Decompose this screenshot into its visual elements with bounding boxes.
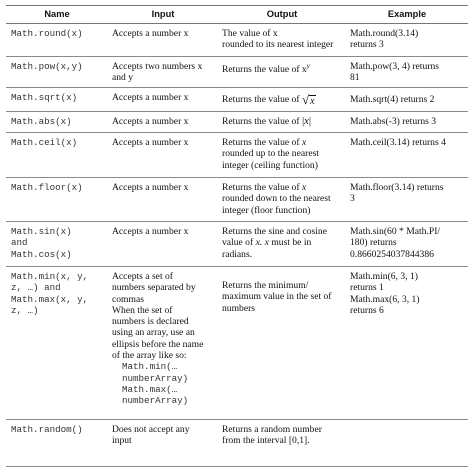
input-cell <box>108 420 218 467</box>
output-line <box>222 182 342 193</box>
output-text: Returns the value of x <box>222 64 307 75</box>
example-line: Math.max(6, 3, 1) <box>350 293 420 305</box>
input-text: Accepts two numbers x <box>112 61 203 72</box>
abs-bar-right: | <box>308 115 312 127</box>
input-text: Does not accept any <box>112 424 190 435</box>
input-text: using an array, use an <box>112 327 195 339</box>
output-line: from the interval [0,1]. <box>222 435 310 447</box>
abs-bar-left: | <box>301 115 305 127</box>
output-variable: x <box>264 237 269 249</box>
sqrt-symbol <box>302 94 316 107</box>
input-cell <box>108 88 218 112</box>
input-text: numbers is declared <box>112 316 189 328</box>
method-name: Math.sqrt(x) <box>11 92 78 103</box>
output-line: integer (ceiling function) <box>222 159 318 171</box>
output-line <box>222 137 342 148</box>
input-code-line: numberArray) <box>122 395 189 407</box>
output-line <box>222 94 342 107</box>
input-text: and y <box>112 72 134 84</box>
input-code-line: Math.max(… <box>122 383 178 395</box>
method-name: and <box>11 237 28 249</box>
input-text: Accepts a number x <box>112 28 189 39</box>
name-cell <box>6 24 108 57</box>
method-name: Math.cos(x) <box>11 248 72 260</box>
input-cell <box>108 178 218 222</box>
header-row <box>6 6 468 24</box>
radical-sign: √ <box>301 92 310 107</box>
table-row-abs <box>6 112 468 133</box>
method-name: Math.pow(x,y) <box>11 61 83 72</box>
output-cell <box>218 420 346 467</box>
output-text: Returns the value of <box>222 137 300 148</box>
output-text: Returns the value of <box>222 116 300 127</box>
output-line: Returns a random number <box>222 424 322 435</box>
table-header <box>6 6 468 24</box>
example-line: returns 1 <box>350 282 384 294</box>
name-cell <box>6 420 108 467</box>
output-line <box>222 116 342 127</box>
input-text: ellipsis before the name <box>112 338 204 350</box>
output-line: radians. <box>222 248 253 260</box>
method-name: z, …) and <box>11 282 61 294</box>
example-line: Math.min(6, 3, 1) <box>350 271 418 282</box>
input-cell <box>108 267 218 420</box>
example-cell <box>346 222 468 267</box>
example-line: 180) returns <box>350 237 397 249</box>
example-cell <box>346 178 468 222</box>
input-cell <box>108 57 218 88</box>
output-line: Returns the minimum/ <box>222 280 309 291</box>
example-cell <box>346 57 468 88</box>
name-cell <box>6 133 108 178</box>
math-methods-table <box>6 5 468 467</box>
table-row-sqrt <box>6 88 468 112</box>
method-name: Math.min(x, y, <box>11 271 89 282</box>
abs-variable: x <box>304 116 309 127</box>
method-name: Math.abs(x) <box>11 116 72 127</box>
output-text: value of <box>222 237 254 249</box>
example-line: Math.pow(3, 4) returns <box>350 61 439 72</box>
table-row-random <box>6 420 468 467</box>
input-text: Accepts a number x <box>112 182 189 193</box>
header-example: Example <box>346 6 468 24</box>
table-row-ceil <box>6 133 468 178</box>
name-cell <box>6 222 108 267</box>
input-text: Accepts a number x <box>112 226 189 237</box>
output-line: rounded to its nearest integer <box>222 39 334 51</box>
name-cell <box>6 178 108 222</box>
input-text: Accepts a number x <box>112 137 189 148</box>
output-line: numbers <box>222 302 256 314</box>
name-cell <box>6 267 108 420</box>
output-line: Returns the sine and cosine <box>222 226 327 237</box>
example-line: returns 3 <box>350 39 384 51</box>
method-name: Math.ceil(x) <box>11 137 78 148</box>
input-text: When the set of <box>112 304 173 316</box>
example-line: Math.sqrt(4) returns 2 <box>350 94 435 105</box>
header-name: Name <box>6 6 108 24</box>
example-line: Math.sin(60 * Math.PI/ <box>350 226 441 237</box>
output-variable: x <box>301 182 307 193</box>
input-cell <box>108 222 218 267</box>
output-line <box>222 61 342 75</box>
input-code-line: Math.min(… <box>122 361 178 373</box>
table-row-minmax <box>6 267 468 420</box>
output-cell <box>218 178 346 222</box>
example-line: Math.ceil(3.14) returns 4 <box>350 137 446 148</box>
output-cell <box>218 57 346 88</box>
input-text: numbers separated by <box>112 282 196 294</box>
output-text: Returns the value of <box>222 182 300 193</box>
example-cell <box>346 88 468 112</box>
method-name: Math.sin(x) <box>11 226 72 237</box>
header-output: Output <box>218 6 346 24</box>
output-cell <box>218 24 346 57</box>
output-cell <box>218 133 346 178</box>
input-text: Accepts a number x <box>112 116 189 127</box>
example-line: 3 <box>350 193 355 205</box>
name-cell <box>6 88 108 112</box>
method-name: Math.max(x, y, <box>11 293 89 305</box>
output-line <box>222 237 342 248</box>
input-text: Accepts a set of <box>112 271 174 282</box>
input-text: of the array like so: <box>112 350 187 362</box>
example-line: Math.abs(-3) returns 3 <box>350 116 437 127</box>
input-code-line: numberArray) <box>122 372 189 384</box>
input-text: input <box>112 435 132 447</box>
output-line: rounded up to the nearest <box>222 148 319 160</box>
example-line: returns 6 <box>350 304 384 316</box>
table-row-pow <box>6 57 468 88</box>
method-name: Math.round(x) <box>11 28 83 39</box>
table-row-sincos <box>6 222 468 267</box>
method-name: Math.random() <box>11 424 83 435</box>
example-line: Math.round(3.14) <box>350 28 419 39</box>
example-cell <box>346 420 468 467</box>
output-variable: x. <box>255 237 263 249</box>
output-cell <box>218 88 346 112</box>
table-row-floor <box>6 178 468 222</box>
output-line: integer (floor function) <box>222 204 311 216</box>
input-cell <box>108 112 218 133</box>
method-name: z, …) <box>11 304 39 316</box>
output-line: The value of x <box>222 28 278 39</box>
example-cell <box>346 133 468 178</box>
output-text: must be in <box>271 237 312 249</box>
output-line: rounded down to the nearest <box>222 193 331 205</box>
input-cell <box>108 24 218 57</box>
output-variable: x <box>301 137 307 148</box>
example-cell <box>346 267 468 420</box>
radicand: x <box>310 96 315 107</box>
output-cell <box>218 222 346 267</box>
output-cell <box>218 112 346 133</box>
exponent-y: y <box>306 62 310 70</box>
name-cell <box>6 112 108 133</box>
output-text: Returns the value of <box>222 94 300 105</box>
example-cell <box>346 112 468 133</box>
output-cell <box>218 267 346 420</box>
header-input: Input <box>108 6 218 24</box>
table-row-round <box>6 24 468 57</box>
method-name: Math.floor(x) <box>11 182 83 193</box>
example-line: 81 <box>350 72 360 84</box>
output-line: maximum value in the set of <box>222 291 332 303</box>
input-text: Accepts a number x <box>112 92 189 103</box>
name-cell <box>6 57 108 88</box>
input-cell <box>108 133 218 178</box>
input-text: commas <box>112 293 144 305</box>
example-line: 0.8660254037844386 <box>350 248 434 260</box>
example-cell <box>346 24 468 57</box>
example-line: Math.floor(3.14) returns <box>350 182 444 193</box>
